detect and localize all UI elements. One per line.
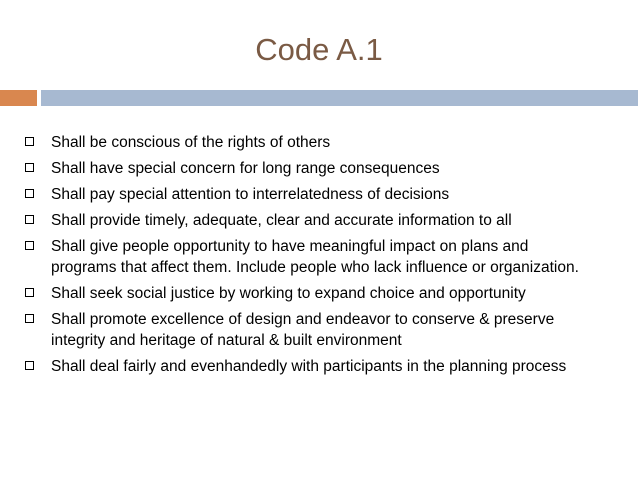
bullet-item (0, 356, 638, 377)
square-bullet-icon (25, 241, 34, 250)
square-bullet-icon (25, 137, 34, 146)
bullet-text: Shall seek social justice by working to expand choice and opportunity (51, 285, 526, 302)
bullet-text: Shall pay special attention to interrelatedness of decisions (51, 186, 450, 203)
bullet-text: Shall have special concern for long range consequences (51, 160, 440, 177)
square-bullet-icon (25, 361, 34, 370)
bullet-item (0, 158, 638, 179)
square-bullet-icon (25, 215, 34, 224)
bullet-text: Shall promote excellence of design and endeavor to conserve & preserve integrity and heritage of natural & built environment (51, 311, 555, 349)
square-bullet-icon (25, 189, 34, 198)
slide-title: Code A.1 (255, 32, 383, 67)
divider-accent-segment (0, 90, 37, 106)
bullet-text: Shall provide timely, adequate, clear and accurate information to all (51, 212, 512, 229)
bullet-item (0, 210, 638, 231)
bullet-item (0, 283, 638, 304)
bullet-item (0, 309, 638, 351)
bullet-item (0, 236, 638, 278)
square-bullet-icon (25, 314, 34, 323)
square-bullet-icon (25, 288, 34, 297)
divider-main-segment (41, 90, 638, 106)
bullet-text: Shall be conscious of the rights of others (51, 134, 331, 151)
bullet-item (0, 184, 638, 205)
bullet-text: Shall give people opportunity to have meaningful impact on plans and programs that affect them. Include people who lack influence or organization. (51, 238, 579, 276)
title-divider-bar (0, 90, 638, 106)
square-bullet-icon (25, 163, 34, 172)
bullet-list (0, 132, 638, 382)
bullet-text: Shall deal fairly and evenhandedly with participants in the planning process (51, 358, 567, 375)
bullet-item (0, 132, 638, 153)
